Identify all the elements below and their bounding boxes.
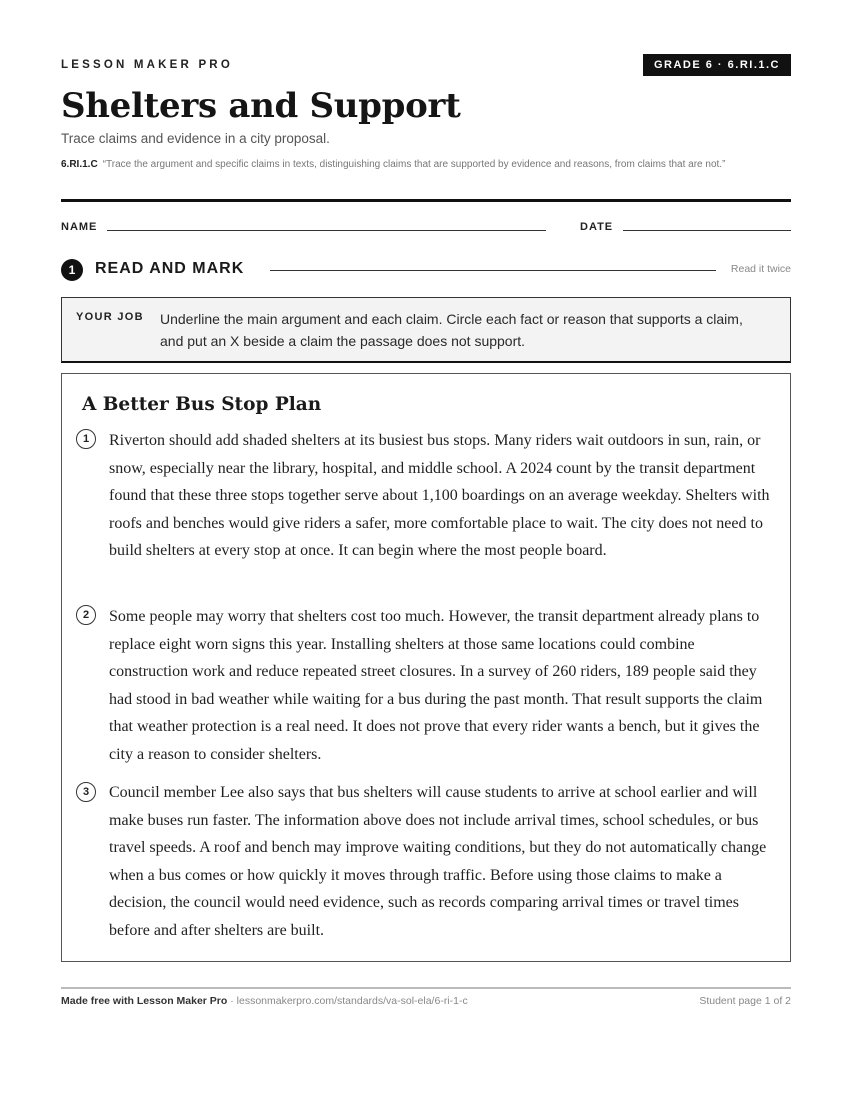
section-rule [270, 270, 716, 271]
section-title: READ AND MARK [95, 260, 245, 277]
section-header [61, 258, 791, 282]
header-divider [61, 199, 791, 202]
standard-text: “Trace the argument and specific claims in texts, distinguishing claims that are supported by evidence and reasons, from claims that are not.” [102, 159, 726, 170]
standard-code: 6.RI.1.C [61, 159, 98, 170]
paragraph-number: 1 [76, 429, 96, 449]
passage-title: A Better Bus Stop Plan [82, 394, 322, 415]
section-number-badge: 1 [61, 259, 83, 281]
section-note: Read it twice [730, 263, 791, 275]
date-field[interactable] [623, 230, 791, 231]
date-label: DATE [580, 221, 614, 233]
page-indicator: Student page 1 of 2 [699, 995, 791, 1007]
instructions-text: Underline the main argument and each claim. Circle each fact or reason that supports a claim, and put an X beside a claim the passage does not support. [160, 311, 743, 349]
footer-credit [61, 995, 468, 1007]
passage-paragraph: Riverton should add shaded shelters at its busiest bus stops. Many riders wait outdoors in sun, rain, or snow, especially near the library, hospital, and middle school. A 2024 count by the transit department found that these three stops together serve about 1,100 boardings on an average weekday. Shelters with roofs and benches would give riders a safer, more comfortable place to wait. The city does not need to build shelters at every stop at once. It can begin where the most people board. [109, 432, 770, 560]
page-subtitle: Trace claims and evidence in a city proposal. [61, 131, 330, 146]
grade-badge: GRADE 6 · 6.RI.1.C [643, 54, 791, 76]
passage-paragraph: Council member Lee also says that bus shelters will cause students to arrive at school earlier and will make buses run faster. The information above does not include arrival times, school schedules, or bus travel speeds. A roof and bench may improve waiting conditions, but they do not automatically change when a bus comes or how quickly it moves through traffic. Before using those claims to make a decision, the council would need evidence, such as records comparing arrival times or travel times before and after shelters are built. [109, 784, 767, 939]
name-label: NAME [61, 221, 98, 233]
paragraph-number: 2 [76, 605, 96, 625]
footer-url[interactable]: · lessonmakerpro.com/standards/va-sol-ela/6-ri-1-c [227, 995, 468, 1007]
standard-description [61, 157, 791, 173]
brand-name: LESSON MAKER PRO [61, 59, 233, 71]
page-title: Shelters and Support [61, 86, 461, 126]
footer-divider [61, 987, 791, 989]
header-bar [61, 57, 791, 81]
instructions-label: YOUR JOB [76, 311, 144, 323]
footer-made-with: Made free with Lesson Maker Pro [61, 995, 228, 1007]
name-date-row [61, 219, 791, 235]
name-field[interactable] [107, 230, 546, 231]
passage-box [61, 373, 791, 962]
passage-paragraph: Some people may worry that shelters cost too much. However, the transit department already plans to replace eight worn signs this year. Installing shelters at those same locations could combine construction work and reduce repeated street closures. In a survey of 260 riders, 189 people said they had stood in bad weather while waiting for a bus during the past month. That result supports the claim that weather protection is a real need. It does not prove that every rider wants a bench, but it gives the city a reason to consider shelters. [109, 608, 763, 763]
paragraph-number: 3 [76, 782, 96, 802]
instructions-box [61, 297, 791, 363]
